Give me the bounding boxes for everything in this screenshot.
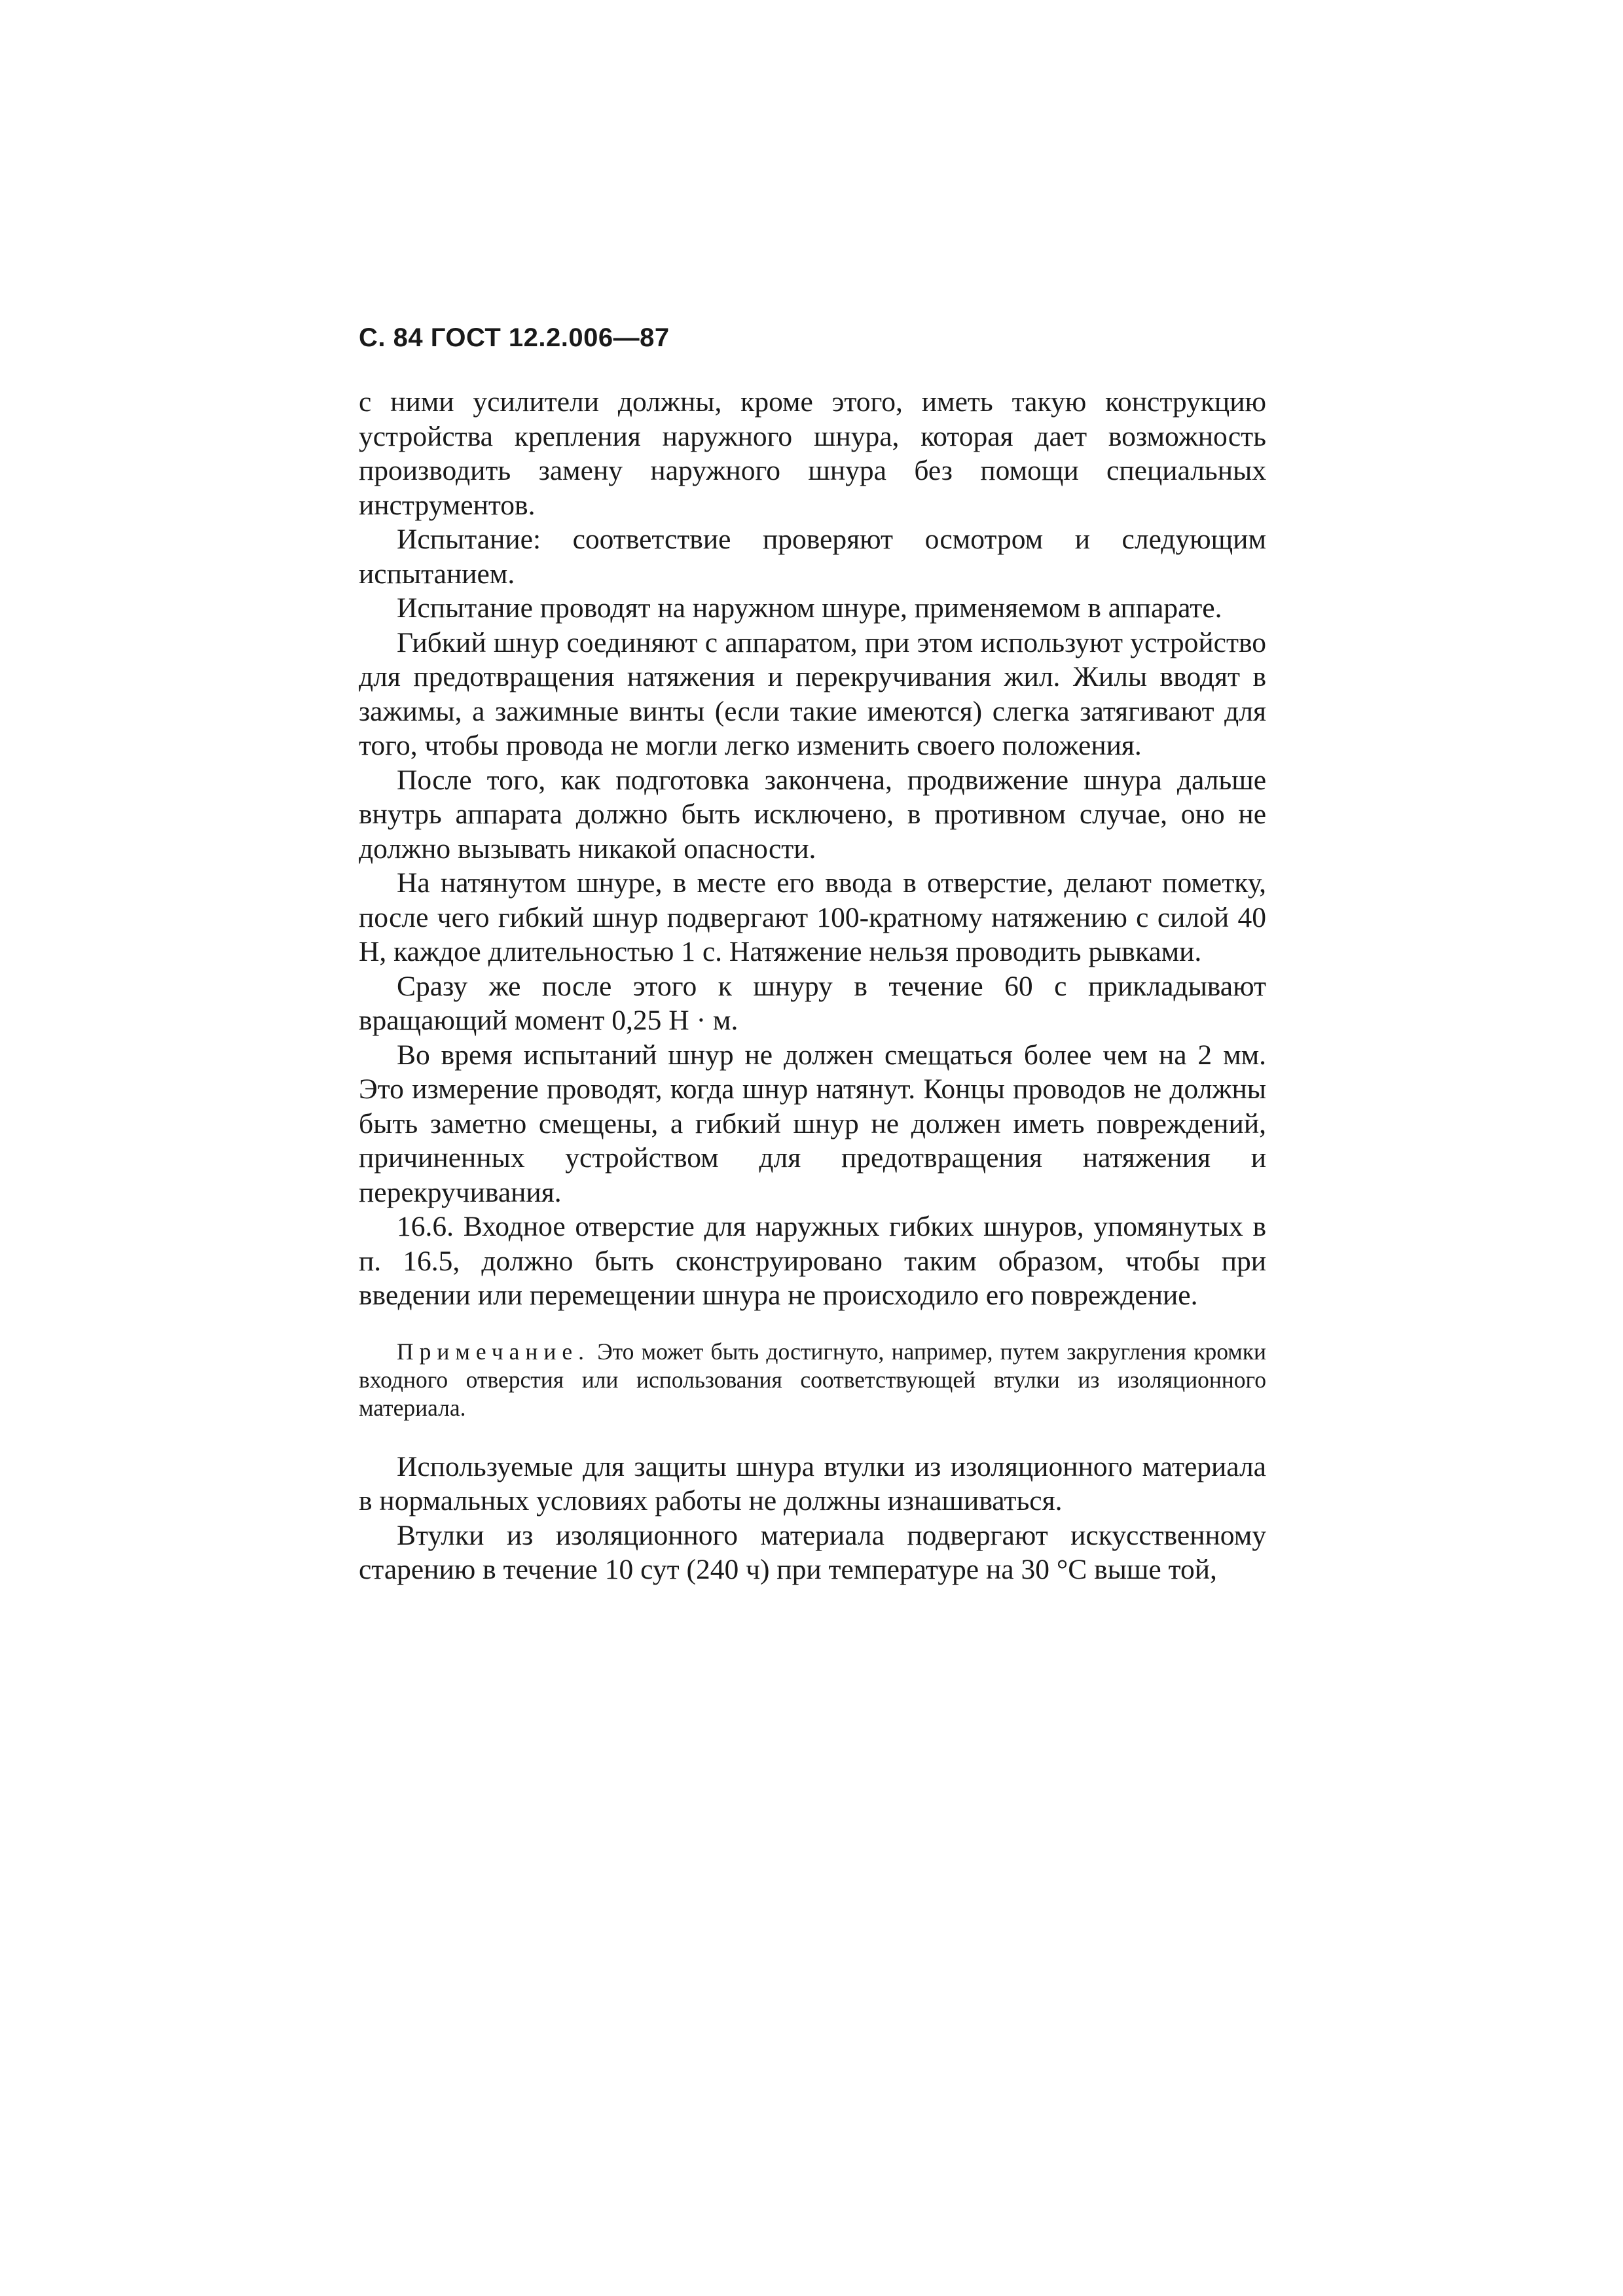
paragraph-5: После того, как подготовка закончена, продвижение шнура дальше внутрь аппарата должно быть исключено, в противном случае, оно не должно вызывать никакой опасности. (359, 764, 1266, 865)
paragraph-1: с ними усилители должны, кроме этого, иметь такую конструкцию устройства крепления наружного шнура, которая дает возможность производить замену наружного шнура без помощи специальных инструментов. (359, 386, 1266, 521)
note-text: Это может быть достигнуто, например, путем закругления кромки входного отверстия или использования соответствующей втулки из изоляционного материала. (359, 1338, 1267, 1421)
paragraph-6: На натянутом шнуре, в месте его ввода в отверстие, делают пометку, после чего гибкий шнур подвергают 100-кратному натяжению с силой 40 Н, каждое длительностью 1 с. Натяжение нельзя проводить рывками. (359, 867, 1266, 967)
page-header: С. 84 ГОСТ 12.2.006—87 (359, 323, 670, 352)
paragraph-4: Гибкий шнур соединяют с аппаратом, при этом используют устройство для предотвращения натяжения и перекручивания жил. Жилы вводят в зажимы, а зажимные винты (если такие имеются) слегка затягивают для того, чтобы провода не могли легко изменить своего положения. (359, 626, 1266, 761)
note-label: Примечание. (397, 1338, 590, 1365)
paragraph-7: Сразу же после этого к шнуру в течение 60 с прикладывают вращающий момент 0,25 Н · м. (359, 970, 1266, 1036)
paragraph-8: Во время испытаний шнур не должен смещаться более чем на 2 мм. Это измерение проводят, когда шнур натянут. Концы проводов не должны быть заметно смещены, а гибкий шнур не должен иметь повреждений, причиненных устройством для предотвращения натяжения и перекручивания. (359, 1039, 1266, 1208)
paragraph-2: Испытание: соответствие проверяют осмотром и следующим испытанием. (359, 524, 1266, 590)
paragraph-10: Используемые для защиты шнура втулки из изоляционного материала в нормальных условиях работы не должны изнашиваться. (359, 1450, 1266, 1516)
paragraph-3: Испытание проводят на наружном шнуре, применяемом в аппарате. (397, 592, 1222, 624)
document-body (359, 385, 1266, 1587)
note-block (359, 1338, 1266, 1422)
paragraph-9: 16.6. Входное отверстие для наружных гибких шнуров, упомянутых в п. 16.5, должно быть сконструировано таким образом, чтобы при введении или перемещении шнура не происходило его повреждение. (359, 1211, 1266, 1311)
paragraph-11: Втулки из изоляционного материала подвергают искусственному старению в течение 10 сут (240 ч) при температуре на 30 °С выше той, (359, 1519, 1266, 1585)
